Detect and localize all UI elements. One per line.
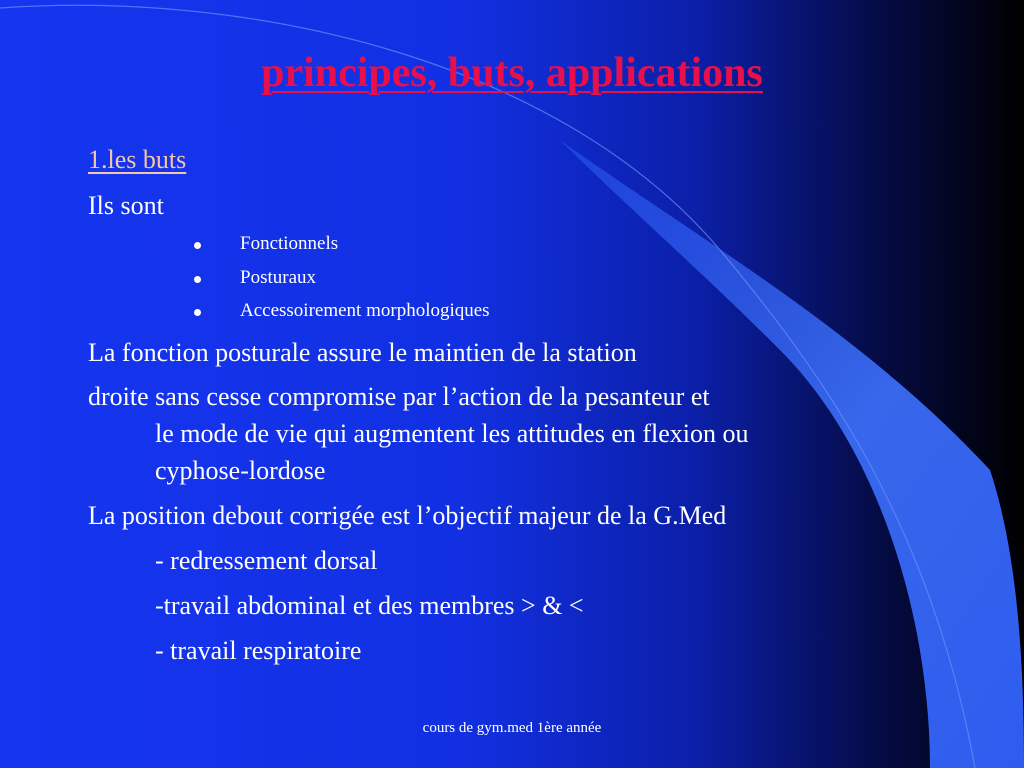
bullet-dot-icon	[194, 309, 201, 316]
paragraph-line-1: La fonction posturale assure le maintien de la station	[88, 338, 637, 367]
item-line-1: - redressement dorsal	[155, 546, 378, 575]
slide-footer: cours de gym.med 1ère année	[422, 720, 602, 736]
list-item-label: Fonctionnels	[240, 233, 339, 254]
list-item	[190, 266, 490, 300]
section-heading: 1.les buts	[88, 145, 187, 174]
list-item	[190, 299, 490, 333]
bullet-dot-icon	[194, 242, 201, 249]
paragraph-line-4: cyphose-lordose	[155, 456, 326, 485]
list-item-label: Posturaux	[240, 266, 316, 288]
bullet-dot-icon	[194, 276, 201, 283]
paragraph-line-3: le mode de vie qui augmentent les attitudes en flexion ou	[155, 419, 749, 448]
paragraph-line-2: droite sans cesse compromise par l’action de la pesanteur et	[88, 382, 710, 411]
list-item	[190, 232, 490, 266]
item-line-2: -travail abdominal et des membres > & <	[155, 591, 584, 620]
position-statement: La position debout corrigée est l’objectif majeur de la G.Med	[88, 501, 727, 530]
list-item-label: Accessoirement morphologiques	[240, 300, 490, 321]
goals-list	[190, 232, 490, 333]
slide-title: principes, buts, applications	[261, 50, 763, 96]
intro-text: Ils sont	[88, 191, 164, 220]
swoosh-band	[560, 140, 1024, 768]
item-line-3: - travail respiratoire	[155, 636, 362, 665]
